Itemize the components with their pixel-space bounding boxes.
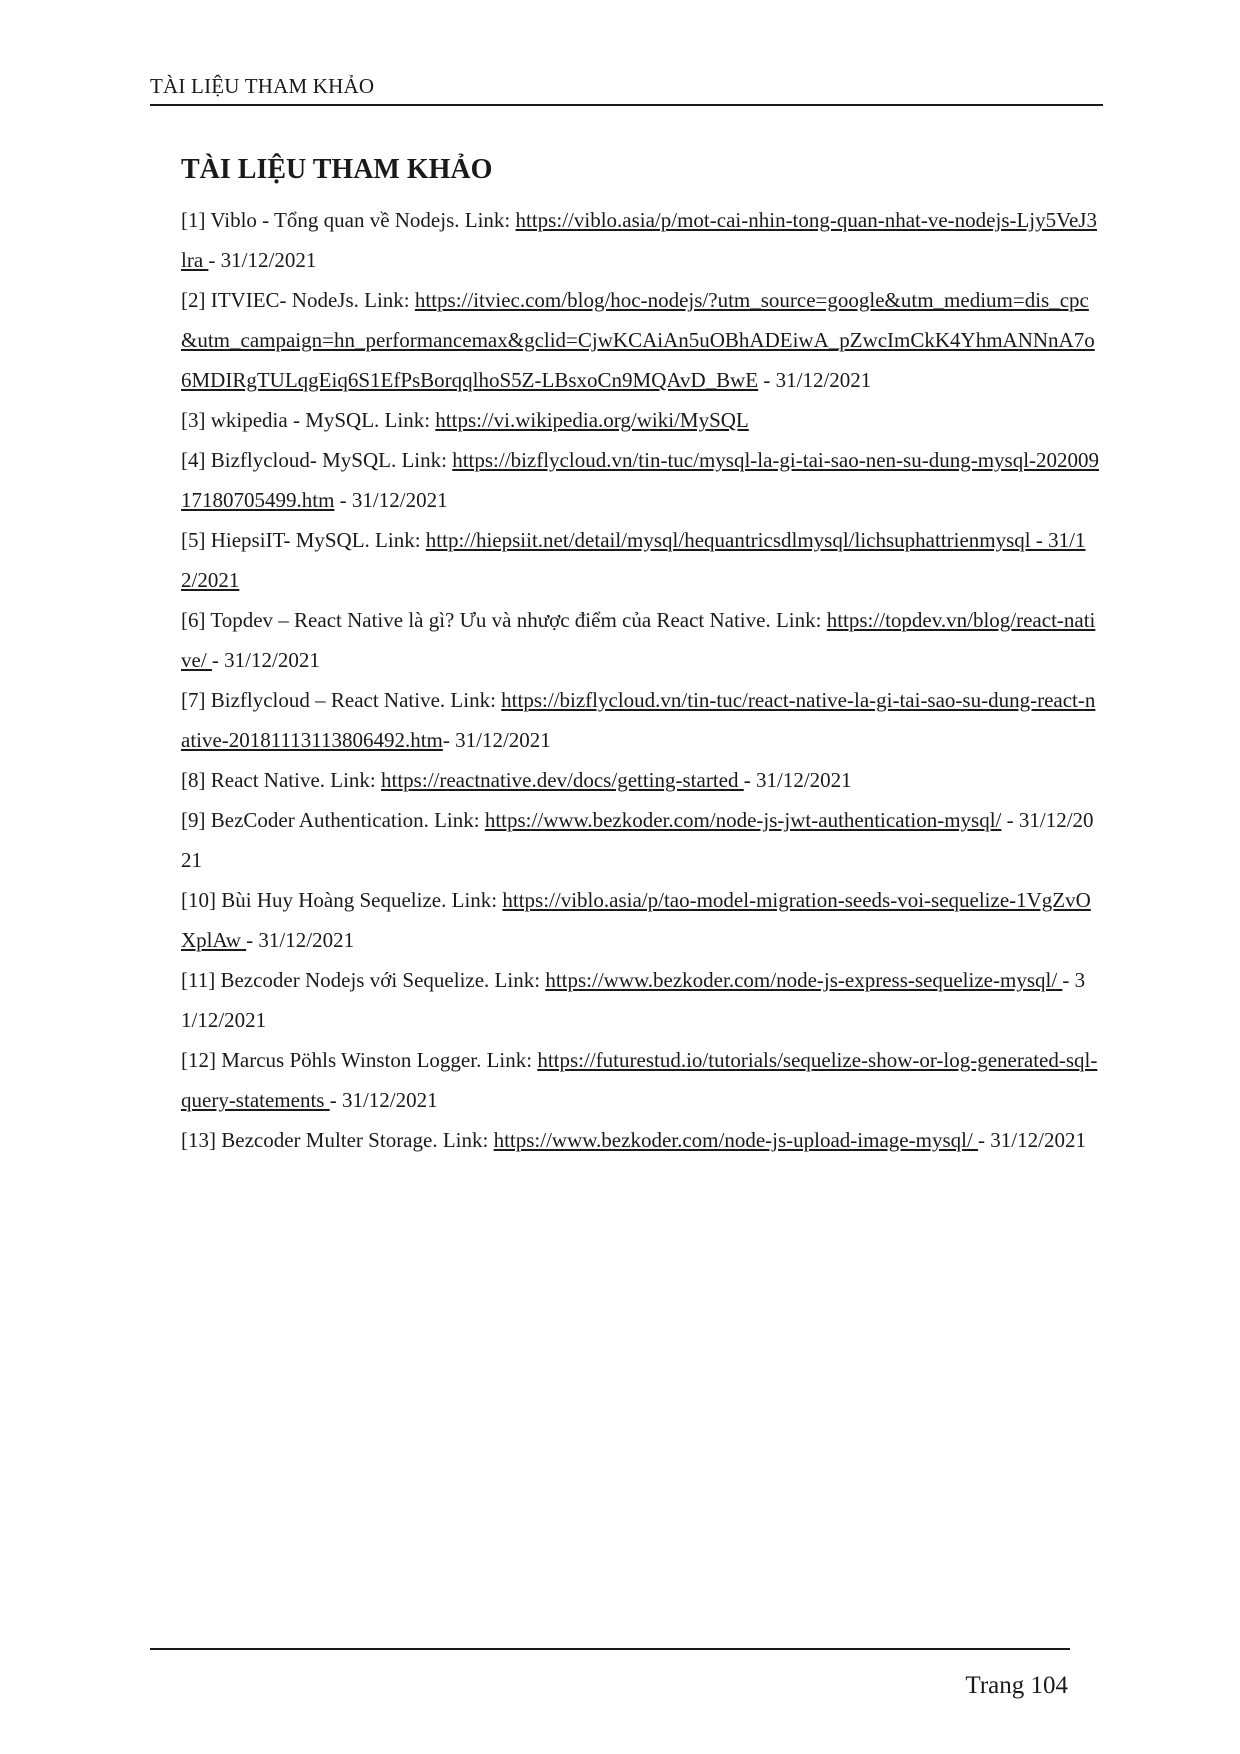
footer-divider <box>150 1648 1070 1650</box>
reference-date: - 31/12/2021 <box>442 728 551 752</box>
reference-text: [8] React Native. Link: <box>181 768 382 792</box>
reference-link[interactable]: https://futurestud.io/tutorials/sequelize-show-or-log-generated-sql-query-statements <box>181 1048 1098 1112</box>
reference-text: [2] ITVIEC- NodeJs. Link: <box>181 288 415 312</box>
reference-item <box>181 600 1101 680</box>
references-section <box>181 148 1101 1160</box>
reference-item <box>181 960 1101 1040</box>
reference-date: - 31/12/2021 <box>334 488 448 512</box>
reference-date: - 31/12/2021 <box>211 648 320 672</box>
reference-link[interactable]: https://www.bezkoder.com/node-js-upload-image-mysql/ <box>493 1128 979 1152</box>
reference-date: - 31/12/2021 <box>978 1128 1086 1152</box>
reference-link[interactable]: https://topdev.vn/blog/react-native/ <box>181 608 1096 672</box>
reference-list <box>181 200 1101 1160</box>
reference-item <box>181 800 1101 880</box>
reference-item <box>181 280 1101 400</box>
reference-date: - 31/12/2021 <box>181 968 1086 1032</box>
running-header: TÀI LIỆU THAM KHẢO <box>150 74 375 98</box>
section-title: TÀI LIỆU THAM KHẢO <box>181 154 493 185</box>
header-divider <box>150 104 1103 106</box>
reference-item <box>181 200 1101 280</box>
reference-text: [3] wkipedia - MySQL. Link: <box>181 408 436 432</box>
reference-date: - 31/12/2021 <box>743 768 852 792</box>
reference-text: [12] Marcus Pöhls Winston Logger. Link: <box>181 1048 538 1072</box>
reference-item <box>181 680 1101 760</box>
reference-text: [11] Bezcoder Nodejs với Sequelize. Link: <box>181 968 546 992</box>
reference-text: [4] Bizflycloud- MySQL. Link: <box>181 448 453 472</box>
reference-item <box>181 1040 1101 1120</box>
reference-text: [10] Bùi Huy Hoàng Sequelize. Link: <box>181 888 503 912</box>
reference-item <box>181 520 1101 600</box>
reference-link[interactable]: https://www.bezkoder.com/node-js-express-sequelize-mysql/ <box>545 968 1063 992</box>
reference-link[interactable]: https://itviec.com/blog/hoc-nodejs/?utm_source=google&utm_medium=dis_cpc&utm_campaign=hn_performancemax&gclid=CjwKCAiAn5uOBhADEiwA_pZwcImCkK4YhmANNnA7o6MDIRgTULqgEiq6S1EfPsBorqqlhoS5Z-LBsxoCn9MQAvD_BwE <box>181 288 1095 392</box>
reference-text: [9] BezCoder Authentication. Link: <box>181 808 485 832</box>
reference-link[interactable]: https://bizflycloud.vn/tin-tuc/react-native-la-gi-tai-sao-su-dung-react-native-20181113113806492.htm <box>181 688 1096 752</box>
reference-link[interactable]: https://viblo.asia/p/mot-cai-nhin-tong-quan-nhat-ve-nodejs-Ljy5VeJ3lra <box>181 208 1097 272</box>
reference-item <box>181 440 1101 520</box>
reference-date: - 31/12/2021 <box>758 368 872 392</box>
reference-link[interactable]: https://reactnative.dev/docs/getting-started <box>381 768 744 792</box>
reference-link[interactable]: https://bizflycloud.vn/tin-tuc/mysql-la-gi-tai-sao-nen-su-dung-mysql-20200917180705499.htm <box>181 448 1100 512</box>
reference-date: - 31/12/2021 <box>246 928 355 952</box>
reference-text: [5] HiepsiIT- MySQL. Link: <box>181 528 426 552</box>
reference-item <box>181 880 1101 960</box>
reference-item <box>181 760 1101 800</box>
reference-link[interactable]: https://vi.wikipedia.org/wiki/MySQL <box>435 408 749 432</box>
reference-link[interactable]: https://viblo.asia/p/tao-model-migration-seeds-voi-sequelize-1VgZvOXplAw <box>181 888 1091 952</box>
reference-text: [1] Viblo - Tổng quan về Nodejs. Link: <box>181 208 516 232</box>
reference-link[interactable]: https://www.bezkoder.com/node-js-jwt-authentication-mysql/ <box>484 808 1002 832</box>
reference-link[interactable]: http://hiepsiit.net/detail/mysql/hequantricsdlmysql/lichsuphattrienmysql - 31/12/2021 <box>181 528 1086 592</box>
page-number: Trang 104 <box>965 1672 1068 1699</box>
reference-text: [7] Bizflycloud – React Native. Link: <box>181 688 502 712</box>
reference-item <box>181 400 1101 440</box>
reference-date: - 31/12/2021 <box>329 1088 438 1112</box>
reference-date: - 31/12/2021 <box>181 808 1094 872</box>
reference-text: [6] Topdev – React Native là gì? Ưu và nhược điểm của React Native. Link: <box>181 608 827 632</box>
reference-item <box>181 1120 1101 1160</box>
reference-text: [13] Bezcoder Multer Storage. Link: <box>181 1128 494 1152</box>
reference-date: - 31/12/2021 <box>208 248 317 272</box>
